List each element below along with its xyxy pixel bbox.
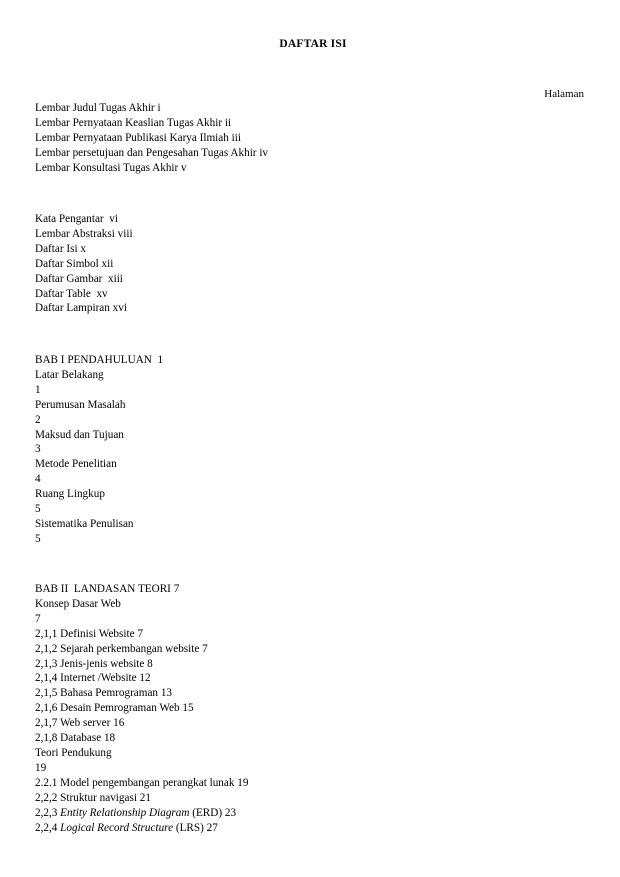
list-item: Perumusan Masalah <box>35 398 126 411</box>
italic-term: Logical Record Structure <box>60 821 174 834</box>
chapter-heading: BAB II LANDASAN TEORI 7 <box>35 583 180 595</box>
list-item: Lembar Pernyataan Publikasi Karya Ilmiah iii <box>35 131 241 144</box>
list-item: Daftar Table xv <box>35 287 108 300</box>
page-number: 7 <box>35 612 41 625</box>
list-item: Sistematika Penulisan <box>35 517 134 530</box>
item-suffix: (LRS) 27 <box>173 821 218 834</box>
list-item: Teori Pendukung <box>35 746 112 759</box>
list-item: 2,2,2 Struktur navigasi 21 <box>35 791 151 804</box>
list-item: 2,1,2 Sejarah perkembangan website 7 <box>35 642 208 655</box>
list-item: Daftar Simbol xii <box>35 257 114 270</box>
list-item: 2,1,1 Definisi Website 7 <box>35 627 143 640</box>
page-number: 4 <box>35 473 41 486</box>
chapter-heading: BAB I PENDAHULUAN 1 <box>35 354 164 366</box>
list-item: Ruang Lingkup <box>35 488 105 501</box>
page-number: 2 <box>35 413 41 426</box>
page-number: 19 <box>35 761 47 774</box>
list-item: Lembar Pernyataan Keaslian Tugas Akhir ii <box>35 116 232 129</box>
list-item: Lembar Konsultasi Tugas Akhir v <box>35 161 187 174</box>
item-suffix: (ERD) 23 <box>189 806 237 819</box>
list-item: 2,1,8 Database 18 <box>35 732 116 745</box>
list-item: 2,1,7 Web server 16 <box>35 717 125 730</box>
page-number: 5 <box>35 532 41 545</box>
page-title: DAFTAR ISI <box>279 38 347 50</box>
front-matter-list <box>35 101 268 176</box>
list-item: Maksud dan Tujuan <box>35 428 124 441</box>
list-item <box>35 806 248 821</box>
list-item: 2,1,3 Jenis-jenis website 8 <box>35 657 153 670</box>
list-item: Lembar Abstraksi viii <box>35 227 133 240</box>
item-number: 2,2,4 <box>35 821 61 834</box>
page-column-label: Halaman <box>544 88 584 100</box>
list-item: 2,1,5 Bahasa Pemrograman 13 <box>35 687 173 700</box>
list-item: Daftar Isi x <box>35 242 86 255</box>
list-item: Konsep Dasar Web <box>35 597 121 610</box>
list-item <box>35 821 248 836</box>
list-item: Daftar Gambar xiii <box>35 272 123 285</box>
italic-term: Entity Relationship Diagram <box>60 806 190 819</box>
list-item: Daftar Lampiran xvi <box>35 302 127 315</box>
page-number: 5 <box>35 503 41 516</box>
list-item: 2,1,4 Internet /Website 12 <box>35 672 151 685</box>
list-item: Metode Penelitian <box>35 458 117 471</box>
page-number: 3 <box>35 443 41 456</box>
list-item: Lembar Judul Tugas Akhir i <box>35 102 161 114</box>
list-item: 2.2.1 Model pengembangan perangkat lunak 19 <box>35 776 249 789</box>
chapter-2-list <box>35 582 248 835</box>
list-item: Lembar persetujuan dan Pengesahan Tugas Akhir iv <box>35 146 269 159</box>
list-item: Kata Pengantar vi <box>35 213 118 225</box>
page-number: 1 <box>35 383 41 396</box>
item-number: 2,2,3 <box>35 806 61 819</box>
chapter-1-list <box>35 353 163 547</box>
preliminaries-list <box>35 212 133 316</box>
list-item: 2,1,6 Desain Pemrograman Web 15 <box>35 702 194 715</box>
list-item: Latar Belakang <box>35 368 104 381</box>
